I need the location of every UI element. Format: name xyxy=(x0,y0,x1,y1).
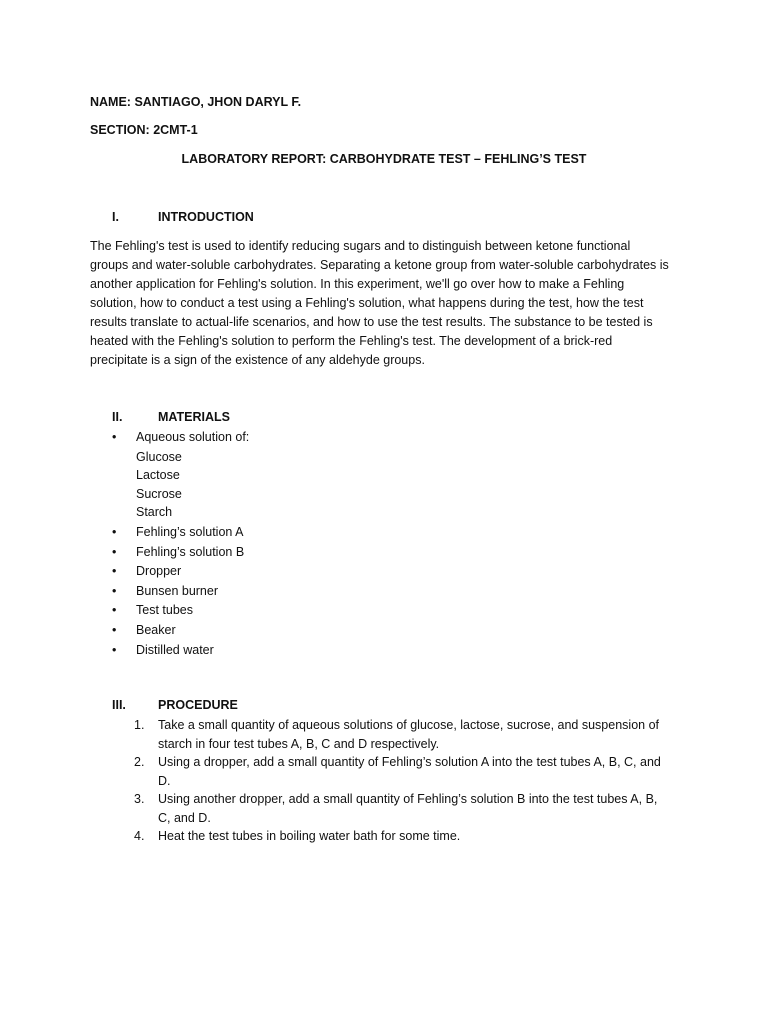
paragraph-line: The Fehling's test is used to identify reducing sugars and to distinguish between ketone functional xyxy=(90,239,631,253)
bullet: • xyxy=(112,544,117,559)
paragraph-line: groups and water-soluble carbohydrates. Separating a ketone group from water-soluble carbohydrates is xyxy=(90,258,669,272)
student-section: SECTION: 2CMT-1 xyxy=(90,123,198,137)
step-text-line: Heat the test tubes in boiling water bath for some time. xyxy=(158,829,461,843)
section-title: INTRODUCTION xyxy=(158,210,254,224)
materials-list xyxy=(112,428,672,660)
bullet: • xyxy=(112,642,117,657)
list-item xyxy=(112,621,672,641)
step-text-line: C, and D. xyxy=(158,810,211,825)
paragraph-line: results translate to actual-life scenarios, and how to use the test results. The substance to be tested is xyxy=(90,315,653,329)
sub-list-item: Glucose xyxy=(136,449,182,464)
bullet: • xyxy=(112,583,117,598)
paragraph-line: solution, how to conduct a test using a Fehling's solution, what happens during the test, how the test xyxy=(90,296,644,310)
procedure-step xyxy=(134,716,674,753)
step-number: 3. xyxy=(134,792,145,806)
bullet: • xyxy=(112,564,117,579)
list-item xyxy=(112,523,672,543)
bullet: • xyxy=(112,430,117,444)
step-text-line: D. xyxy=(158,773,171,788)
list-item xyxy=(112,601,672,621)
procedure-step xyxy=(134,827,674,846)
section-number: II. xyxy=(112,410,123,424)
list-item-text: Beaker xyxy=(136,623,176,638)
step-text-line: Take a small quantity of aqueous solutions of glucose, lactose, sucrose, and suspension of xyxy=(158,718,659,732)
paragraph-line: precipitate is a sign of the existence of any aldehyde groups. xyxy=(90,353,425,367)
paragraph-line: heated with the Fehling's solution to perform the Fehling's test. The development of a brick-red xyxy=(90,334,613,348)
step-text-line: starch in four test tubes A, B, C and D respectively. xyxy=(158,736,440,751)
list-item-text: Dropper xyxy=(136,564,182,579)
sub-list-item: Starch xyxy=(136,505,173,520)
list-item xyxy=(112,582,672,602)
step-number: 2. xyxy=(134,755,145,769)
section-number: I. xyxy=(112,210,119,224)
list-item-text: Distilled water xyxy=(136,642,214,657)
list-item xyxy=(112,428,672,448)
paragraph-line: another application for Fehling's solution. In this experiment, we'll go over how to make a Fehling xyxy=(90,277,625,291)
procedure-step xyxy=(134,790,674,827)
section-title: PROCEDURE xyxy=(158,698,238,712)
step-number: 1. xyxy=(134,718,145,732)
bullet: • xyxy=(112,603,117,618)
sub-list-item: Sucrose xyxy=(136,486,182,501)
introduction-paragraph xyxy=(90,237,680,370)
list-item-text: Aqueous solution of: xyxy=(136,430,250,444)
introduction-heading xyxy=(112,208,254,227)
list-item-text: Test tubes xyxy=(136,603,193,618)
bullet: • xyxy=(112,525,117,540)
procedure-step xyxy=(134,753,674,790)
list-item xyxy=(112,562,672,582)
step-text-line: Using another dropper, add a small quantity of Fehling’s solution B into the test tubes A, B, xyxy=(158,792,658,806)
list-item xyxy=(112,641,672,661)
procedure-heading xyxy=(112,696,238,715)
step-number: 4. xyxy=(134,829,145,843)
report-title: LABORATORY REPORT: CARBOHYDRATE TEST – FEHLING’S TEST xyxy=(181,152,587,166)
section-number: III. xyxy=(112,698,126,712)
procedure-list xyxy=(134,716,674,846)
list-item-text: Fehling’s solution B xyxy=(136,544,245,559)
list-item xyxy=(112,543,672,563)
bullet: • xyxy=(112,623,117,638)
step-text-line: Using a dropper, add a small quantity of Fehling’s solution A into the test tubes A, B, C, and xyxy=(158,755,661,769)
section-title: MATERIALS xyxy=(158,410,230,424)
materials-heading xyxy=(112,408,230,427)
student-name: NAME: SANTIAGO, JHON DARYL F. xyxy=(90,95,302,109)
sub-list-item: Lactose xyxy=(136,468,180,483)
list-item-text: Fehling’s solution A xyxy=(136,525,244,540)
list-item-text: Bunsen burner xyxy=(136,583,219,598)
